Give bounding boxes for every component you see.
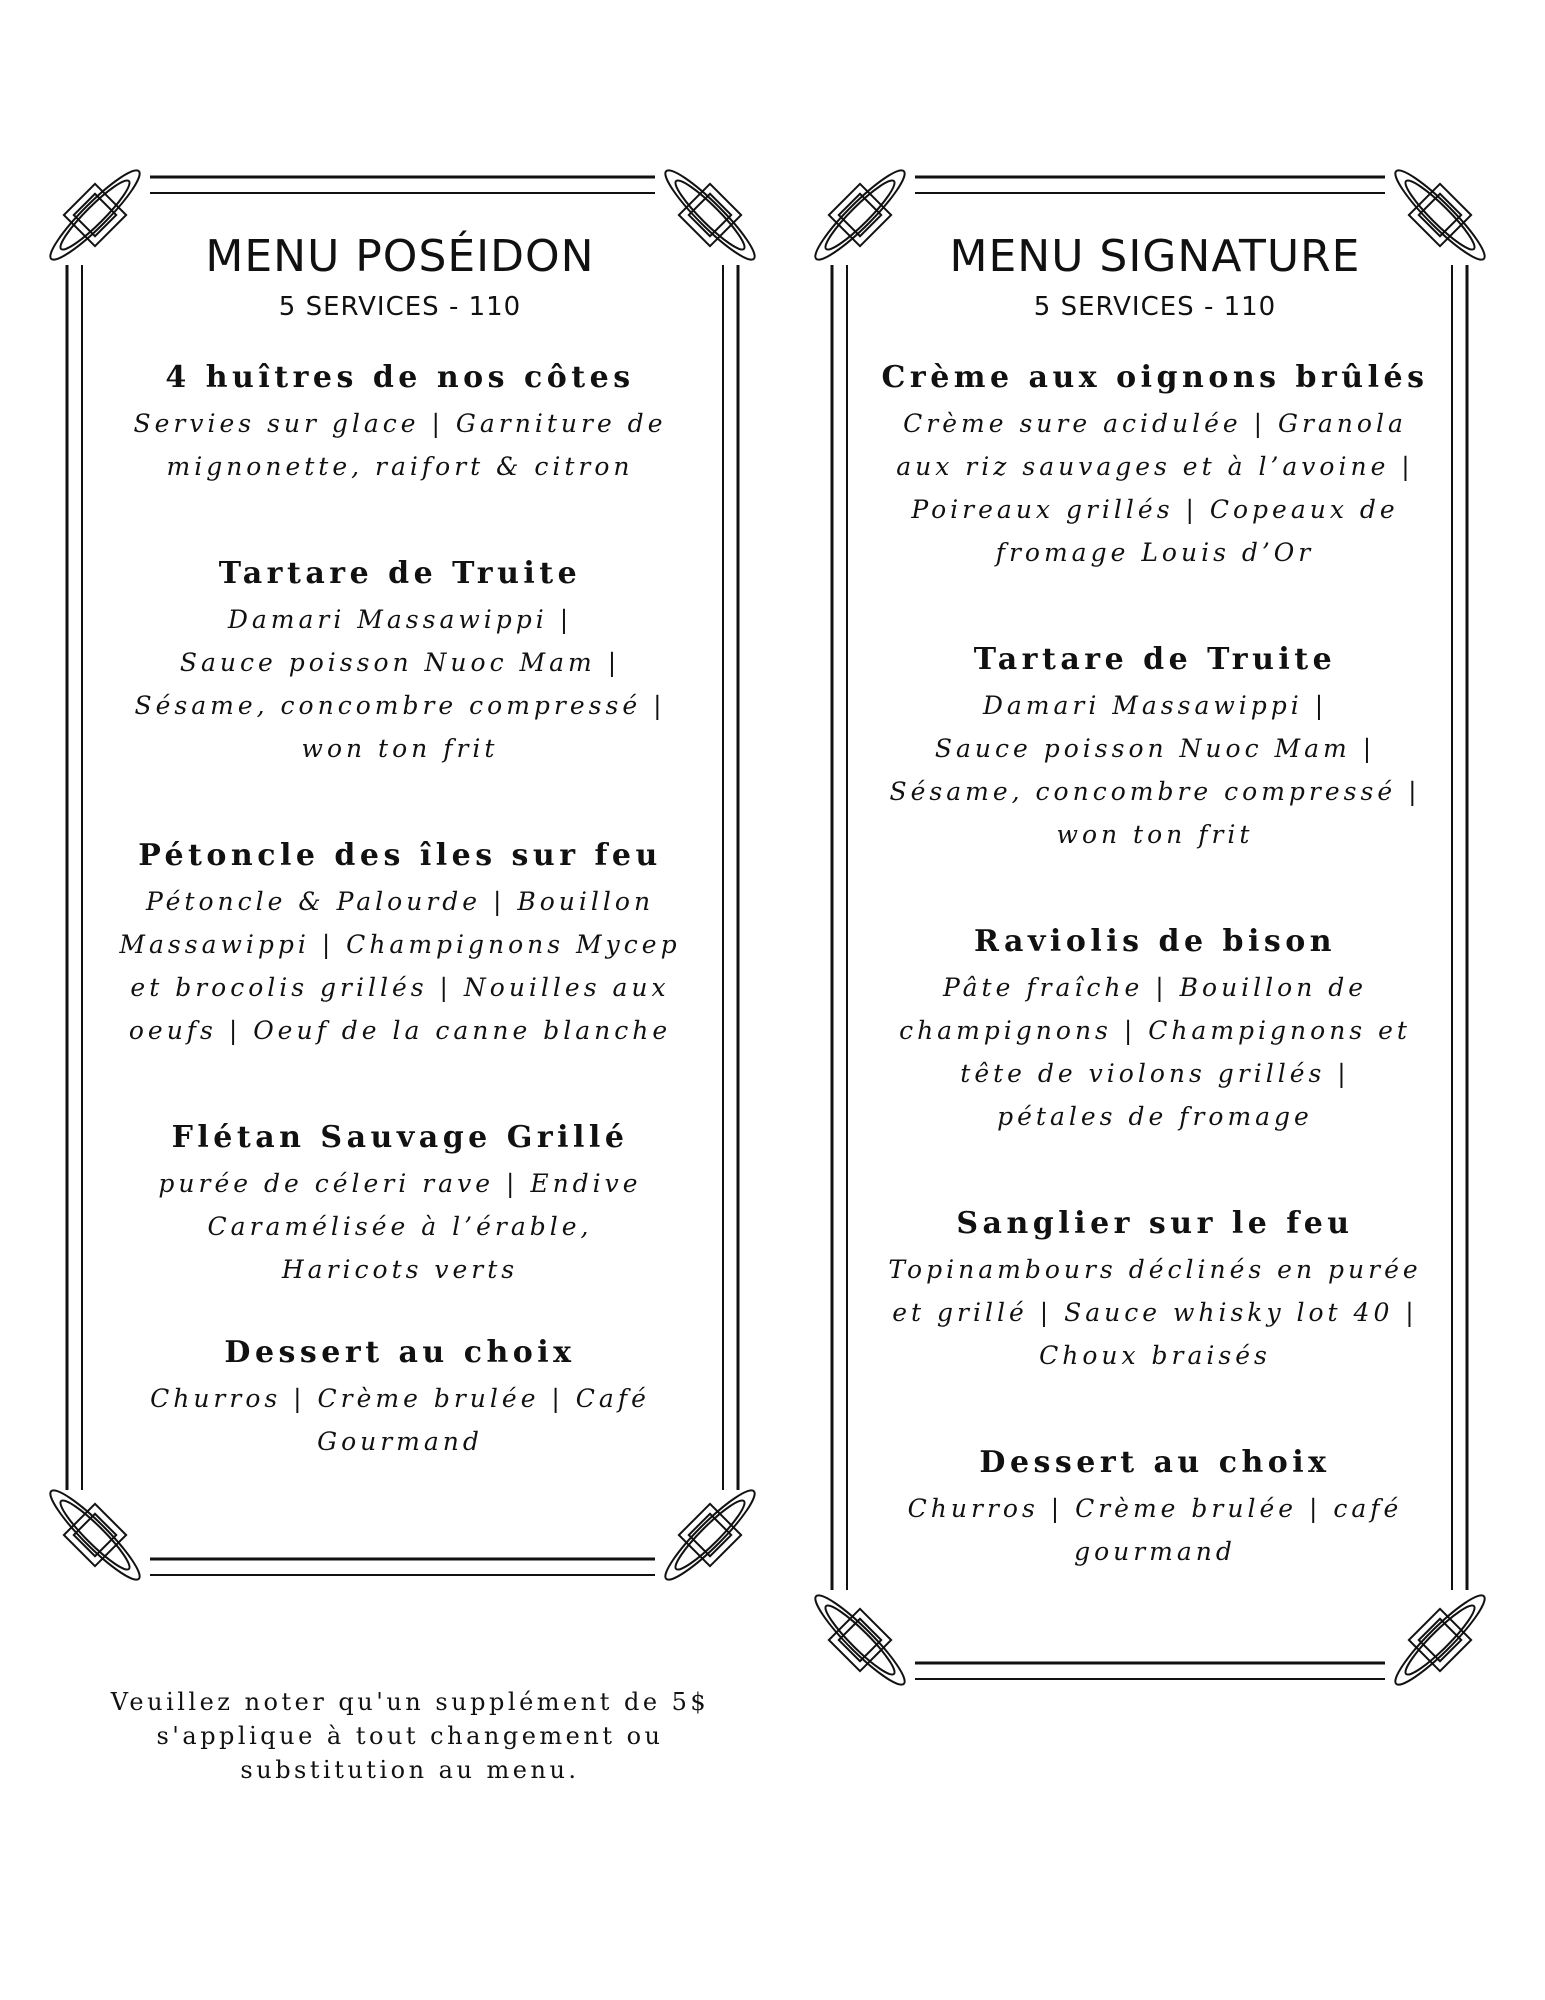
course-name: Sanglier sur le feu (956, 1206, 1354, 1241)
course-item (765, 922, 1545, 1138)
course-item (0, 358, 800, 488)
course-name: Raviolis de bison (973, 924, 1337, 959)
corner-ornament-icon (808, 1588, 913, 1693)
course-item (0, 554, 800, 770)
course-name: Tartare de Truite (973, 642, 1337, 677)
course-item (765, 358, 1545, 574)
corner-ornament-icon (658, 1483, 763, 1588)
course-name: Dessert au choix (979, 1445, 1331, 1480)
menu-signature-content (765, 230, 1545, 1573)
menu-poseidon-panel (0, 0, 800, 1660)
corner-ornament-icon (1388, 1588, 1493, 1693)
course-name: Crème aux oignons brûlés (881, 360, 1429, 395)
course-item (765, 640, 1545, 856)
footer-note: Veuillez noter qu'un supplément de 5$ s'applique à tout changement ou substitution au menu. (110, 1688, 710, 1784)
course-name: Pétoncle des îles sur feu (138, 838, 662, 873)
course-name: Flétan Sauvage Grillé (171, 1120, 629, 1155)
course-description: Churros | Crème brulée | café gourmand (907, 1494, 1403, 1566)
course-description: Pâte fraîche | Bouillon de champignons | Champignons et tête de violons grillés | pétales de fromage (899, 973, 1411, 1131)
course-description: Damari Massawippi | Sauce poisson Nuoc Mam | Sésame, concombre compressé | won ton frit (134, 605, 666, 763)
course-description: Crème sure acidulée | Granola aux riz sauvages et à l’avoine | Poireaux grillés | Copeaux de fromage Louis d’Or (896, 409, 1414, 567)
menu-signature-panel (765, 0, 1545, 1760)
course-name: Tartare de Truite (218, 556, 582, 591)
menu-title: MENU POSÉIDON (205, 231, 595, 282)
course-item (765, 1204, 1545, 1377)
menu-poseidon-content (0, 230, 800, 1463)
course-description: Servies sur glace | Garniture de mignonette, raifort & citron (133, 409, 667, 481)
course-item (765, 1443, 1545, 1573)
corner-ornament-icon (43, 1483, 148, 1588)
course-description: purée de céleri rave | Endive Caramélisée à l’érable, Haricots verts (158, 1169, 642, 1284)
course-name: 4 huîtres de nos côtes (165, 360, 635, 395)
course-item (0, 836, 800, 1052)
menu-subtitle: 5 SERVICES - 110 (278, 292, 522, 322)
course-item (0, 1118, 800, 1291)
course-description: Topinambours déclinés en purée et grillé | Sauce whisky lot 40 | Choux braisés (888, 1255, 1422, 1370)
course-item (0, 1333, 800, 1463)
menu-title: MENU SIGNATURE (949, 231, 1361, 282)
course-description: Churros | Crème brulée | Café Gourmand (150, 1384, 650, 1456)
course-description: Damari Massawippi | Sauce poisson Nuoc Mam | Sésame, concombre compressé | won ton frit (889, 691, 1421, 849)
menu-subtitle: 5 SERVICES - 110 (1033, 292, 1277, 322)
course-description: Pétoncle & Palourde | Bouillon Massawippi | Champignons Mycep et brocolis grillés | Nouilles aux oeufs | Oeuf de la canne blanche (119, 887, 681, 1045)
course-name: Dessert au choix (224, 1335, 576, 1370)
